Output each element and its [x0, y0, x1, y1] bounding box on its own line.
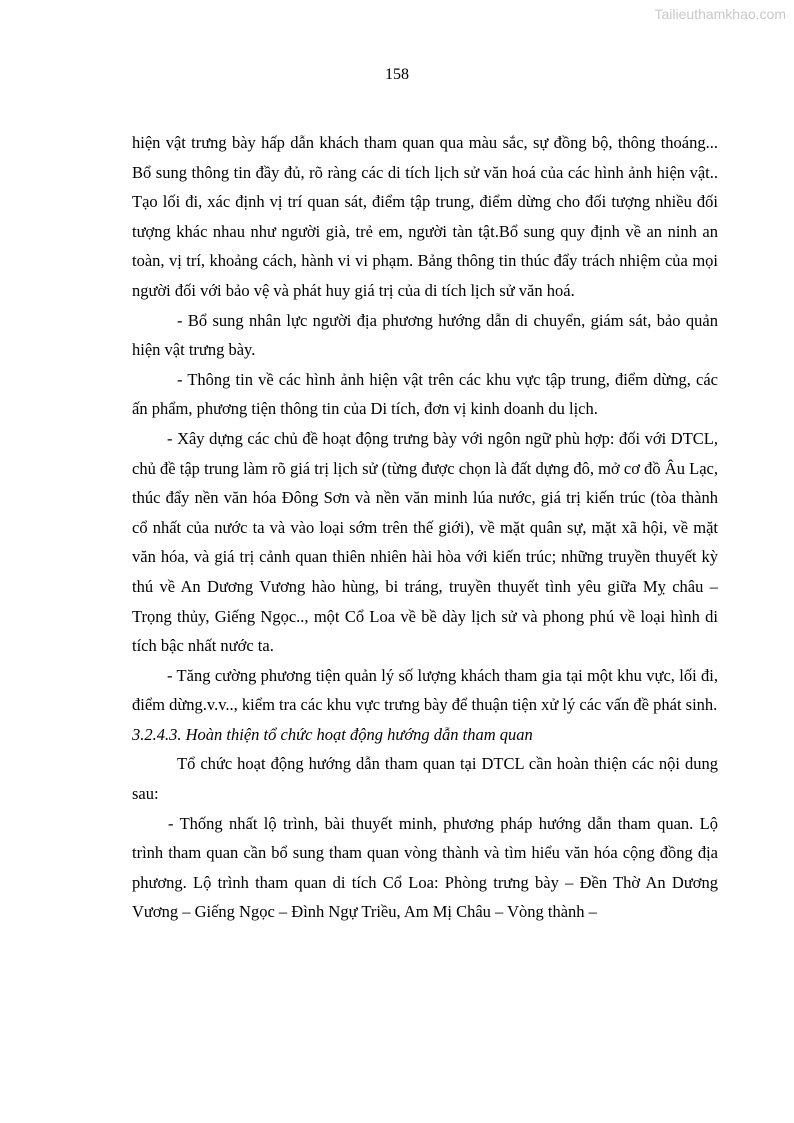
- paragraph-route: - Thống nhất lộ trình, bài thuyết minh, phương pháp hướng dẫn tham quan. Lộ trình tham quan cần bổ sung tham quan vòng thành và tìm hiểu văn hóa cộng đồng địa phương. Lộ trình tham quan di tích Cổ Loa: Phòng trưng bày – Đền Thờ An Dương Vương – Giếng Ngọc – Đình Ngự Triều, Am Mị Châu – Vòng thành –: [132, 813, 718, 922]
- paragraph-visitor-management: - Tăng cường phương tiện quản lý số lượng khách tham gia tại một khu vực, lối đi, điểm dừng.v.v.., kiểm tra các khu vực trưng bày để thuận tiện xử lý các vấn đề phát sinh.: [132, 665, 718, 715]
- page-number: 158: [385, 66, 409, 83]
- paragraph-information: - Thông tin về các hình ảnh hiện vật trên các khu vực tập trung, điểm dừng, các ấn phẩm, phương tiện thông tin của Di tích, đơn vị kinh doanh du lịch.: [132, 369, 718, 419]
- watermark: Tailieuthamkhao.com: [654, 6, 786, 22]
- section-heading: 3.2.4.3. Hoàn thiện tổ chức hoạt động hướng dẫn tham quan: [132, 724, 533, 744]
- paragraph-intro: Tổ chức hoạt động hướng dẫn tham quan tại DTCL cần hoàn thiện các nội dung sau:: [132, 754, 718, 804]
- paragraph-exhibit-themes: - Xây dựng các chủ đề hoạt động trưng bày với ngôn ngữ phù hợp: đối với DTCL, chủ đề tập trung làm rõ giá trị lịch sử (từng được chọn là đất dựng đô, mở cơ đồ Âu Lạc, thúc đẩy nền văn hóa Đông Sơn và nền văn minh lúa nước, giá trị kiến trúc (tòa thành cổ nhất của nước ta và vào loại sớm trên thế giới), về mặt quân sự, mặt xã hội, về mặt văn hóa, và giá trị cảnh quan thiên nhiên hài hòa với kiến trúc; những truyền thuyết kỳ thú về An Dương Vương hào hùng, bi tráng, truyền thuyết tình yêu giữa Mỵ châu –Trọng thủy, Giếng Ngọc.., một Cổ Loa về bề dày lịch sử và phong phú về loại hình di tích bậc nhất nước ta.: [132, 428, 718, 656]
- paragraph-local-staff: - Bổ sung nhân lực người địa phương hướng dẫn di chuyển, giám sát, bảo quản hiện vật trưng bày.: [132, 310, 718, 360]
- document-body: [132, 128, 718, 927]
- paragraph-exhibit-continuation: hiện vật trưng bày hấp dẫn khách tham quan qua màu sắc, sự đồng bộ, thông thoáng... Bổ sung thông tin đầy đủ, rõ ràng các di tích lịch sử văn hoá của các hình ảnh hiện vật.. Tạo lối đi, xác định vị trí quan sát, điểm tập trung, điểm dừng cho đối tượng nhiều đối tượng khác nhau như người già, trẻ em, người tàn tật.Bổ sung quy định về an ninh an toàn, vị trí, khoảng cách, hành vi vi phạm. Bảng thông tin thúc đẩy trách nhiệm của mọi người đối với bảo vệ và phát huy giá trị của di tích lịch sử văn hoá.: [132, 133, 718, 300]
